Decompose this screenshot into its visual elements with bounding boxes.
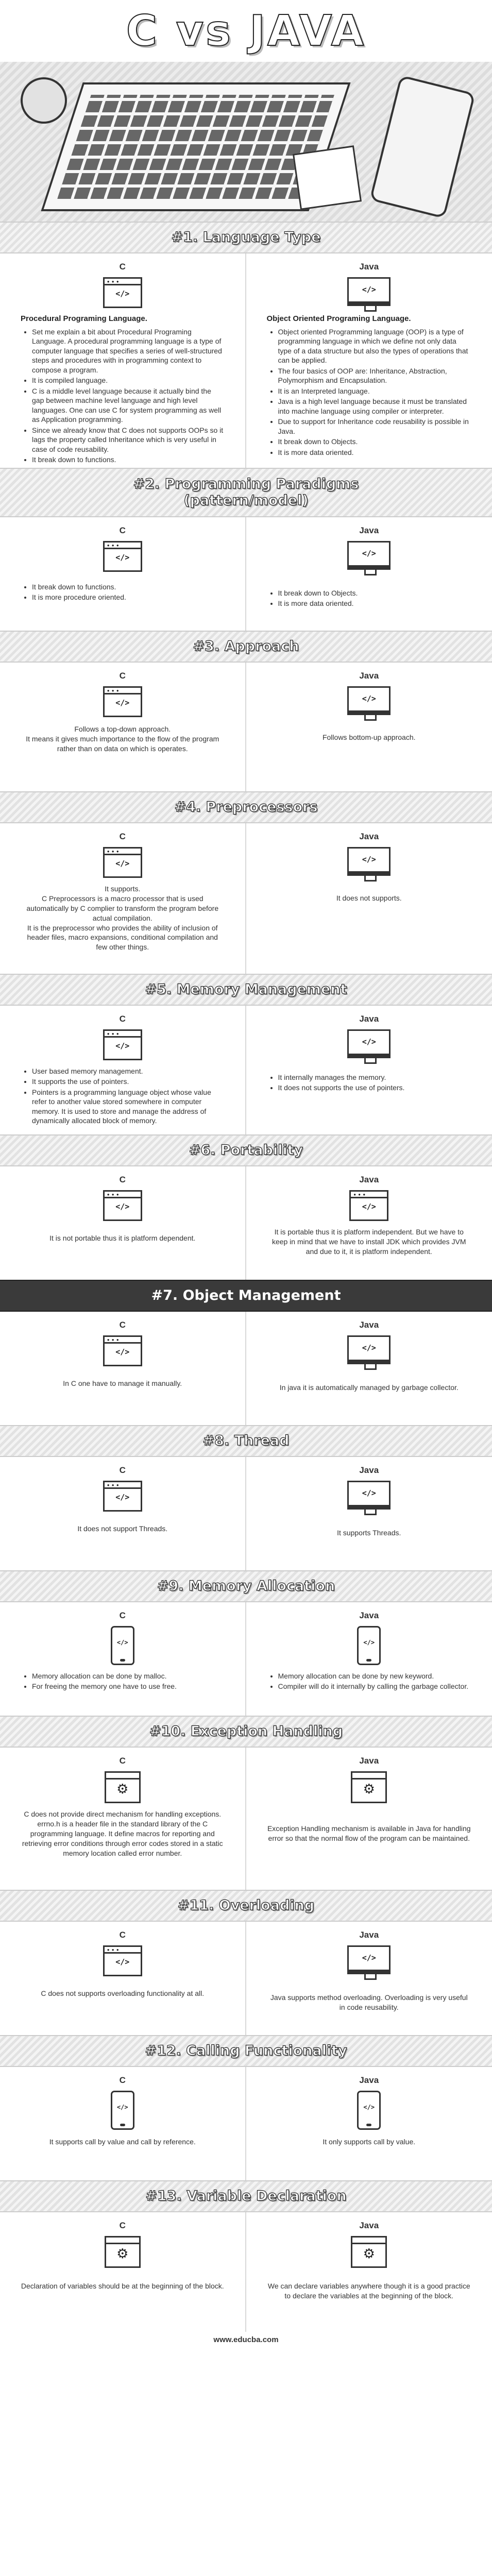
c-points — [21, 327, 225, 475]
list-item: • It break down to Objects. — [278, 588, 472, 598]
section-11 — [0, 1922, 492, 2035]
section-5-header — [0, 974, 492, 1006]
code-window-icon: ● ● ● </> — [349, 1190, 388, 1221]
list-item: • It supports the use of pointers. — [32, 1077, 225, 1086]
section-1-c — [0, 253, 246, 468]
mobile-icon: </> — [357, 1626, 381, 1665]
section-13-header — [0, 2180, 492, 2212]
section-4-java — [246, 823, 492, 974]
java-label: Java — [359, 1175, 379, 1184]
mobile-icon: </> — [111, 1626, 134, 1665]
section-5 — [0, 1006, 492, 1134]
java-points — [267, 588, 472, 608]
java-label: Java — [359, 262, 379, 272]
mobile-icon: </> — [111, 2091, 134, 2130]
section-9 — [0, 1602, 492, 1716]
section-13-java — [246, 2212, 492, 2332]
java-points — [267, 327, 472, 457]
list-item: • For freeing the memory one have to use free. — [32, 1682, 225, 1691]
section-8 — [0, 1457, 492, 1570]
section-11-c — [0, 1922, 246, 2035]
c-text: It does not support Threads. — [77, 1524, 168, 1533]
section-10-title: #10. Exception Handling — [149, 1723, 343, 1739]
list-item: • It break down to functions. — [32, 455, 225, 464]
c-label: C — [119, 832, 126, 841]
monitor-icon: </> — [347, 1335, 391, 1364]
section-1-java — [246, 253, 492, 468]
section-5-c — [0, 1006, 246, 1134]
monitor-icon: </> — [347, 1029, 391, 1058]
java-label: Java — [359, 671, 379, 681]
c-points — [21, 1066, 225, 1126]
section-2-header — [0, 468, 492, 517]
list-item: • It break down to functions. — [32, 582, 225, 591]
c-label: C — [119, 671, 126, 681]
gear-window-icon: ⚙ — [105, 1771, 141, 1803]
section-6-title: #6. Portability — [189, 1142, 303, 1158]
section-10-c — [0, 1748, 246, 1890]
c-points — [21, 1671, 225, 1691]
java-points — [267, 1073, 472, 1093]
java-label: Java — [359, 526, 379, 535]
section-2 — [0, 517, 492, 631]
java-text: It does not supports. — [336, 894, 402, 902]
c-label: C — [119, 1320, 126, 1330]
list-item: • It is compiled language. — [32, 376, 225, 385]
java-text: Java supports method overloading. Overloading is very useful in code reusability. — [270, 1993, 468, 2011]
java-text: It is portable thus it is platform independent. But we have to keep in mind that we have to install JDK which provides JVM and due to it, it is platform independent. — [272, 1228, 466, 1256]
section-11-java — [246, 1922, 492, 2035]
list-item: • Compiler will do it internally by calling the garbage collector. — [278, 1682, 472, 1691]
section-7-c — [0, 1312, 246, 1425]
section-2-java — [246, 517, 492, 631]
java-text: In java it is automatically managed by garbage collector. — [279, 1383, 459, 1392]
c-text: C does not supports overloading functionality at all. — [41, 1989, 205, 1997]
code-window-icon: ● ● ● </> — [103, 686, 142, 717]
section-3-title: #3. Approach — [193, 638, 299, 654]
section-1-title: #1. Language Type — [171, 229, 321, 245]
list-item: • It break down to Objects. — [278, 437, 472, 446]
section-4-title: #4. Preprocessors — [174, 799, 318, 815]
list-item: • Due to support for Inheritance code reusability is possible in Java. — [278, 417, 472, 436]
monitor-icon: </> — [347, 1945, 391, 1974]
c-label: C — [119, 526, 126, 535]
page-title: C vs JAVA — [126, 6, 366, 56]
section-4-c — [0, 823, 246, 974]
java-text: We can declare variables anywhere though it is a good practice to declare the variables at the beginning of the block. — [267, 2282, 470, 2300]
java-subtitle: Object Oriented Programing Language. — [266, 314, 411, 323]
c-label: C — [119, 2075, 126, 2085]
section-12-java — [246, 2067, 492, 2180]
notepad-illustration — [293, 145, 362, 210]
monitor-icon: </> — [347, 847, 391, 876]
code-window-icon: ● ● ● </> — [103, 1029, 142, 1060]
section-9-header — [0, 1570, 492, 1602]
list-item: • User based memory management. — [32, 1066, 225, 1076]
section-6 — [0, 1166, 492, 1280]
section-9-c — [0, 1602, 246, 1716]
c-text: In C one have to manage it manually. — [63, 1379, 182, 1387]
list-item: • It is an Interpreted language. — [278, 386, 472, 396]
c-label: C — [119, 262, 126, 272]
code-window-icon: ● ● ● </> — [103, 541, 142, 572]
section-7-java — [246, 1312, 492, 1425]
footer-url: www.educba.com — [213, 2335, 279, 2344]
java-text: Exception Handling mechanism is available in Java for handling error so that the normal flow of the program can be maintained. — [267, 1824, 471, 1842]
list-item: • Object oriented Programming language (OOP) is a type of programming language in which we define not only data type of a data structure but also the types of operations that can be applied. — [278, 327, 472, 365]
section-3 — [0, 663, 492, 791]
c-text: C does not provide direct mechanism for handling exceptions. errno.h is a header file in the standard library of the C programming language. It define macros for reporting and retrieving error conditions through error codes stored in a static memory location called error number. — [22, 1810, 223, 1857]
section-1 — [0, 253, 492, 468]
section-6-java — [246, 1166, 492, 1280]
list-item: • Pointers is a programming language object whose value refer to another value stored somewhere in computer memory. It is used to store and manage the address of dynamically allocated block of memory. — [32, 1088, 225, 1126]
java-label: Java — [359, 1465, 379, 1475]
section-4 — [0, 823, 492, 974]
section-11-header — [0, 1890, 492, 1922]
section-3-java — [246, 663, 492, 791]
c-label: C — [119, 2221, 126, 2230]
list-item: • It is more data oriented. — [278, 448, 472, 457]
section-10-java — [246, 1748, 492, 1890]
java-label: Java — [359, 2221, 379, 2230]
list-item: • It is more procedure oriented. — [32, 592, 225, 602]
keyboard-illustration — [57, 95, 334, 199]
section-13 — [0, 2212, 492, 2332]
java-text: It supports Threads. — [337, 1529, 401, 1537]
java-label: Java — [359, 2075, 379, 2085]
java-label: Java — [359, 1611, 379, 1620]
code-window-icon: ● ● ● </> — [103, 1481, 142, 1512]
list-item: • It is more data oriented. — [278, 599, 472, 608]
section-4-header — [0, 791, 492, 823]
list-item: • It does not supports the use of pointers. — [278, 1083, 472, 1092]
java-label: Java — [359, 1320, 379, 1330]
c-text: Declaration of variables should be at the beginning of the block. — [21, 2282, 224, 2290]
section-7-title: #7. Object Management — [151, 1287, 341, 1303]
code-window-icon: ● ● ● </> — [103, 1190, 142, 1221]
c-label: C — [119, 1014, 126, 1024]
section-12-c — [0, 2067, 246, 2180]
section-8-c — [0, 1457, 246, 1570]
monitor-icon: </> — [347, 1481, 391, 1510]
code-window-icon: ● ● ● </> — [103, 1335, 142, 1366]
java-label: Java — [359, 1930, 379, 1940]
section-10 — [0, 1748, 492, 1890]
gear-window-icon: ⚙ — [351, 2236, 387, 2268]
coffee-cup-illustration — [21, 77, 67, 124]
java-points — [267, 1671, 472, 1691]
section-6-c — [0, 1166, 246, 1280]
list-item: • It internally manages the memory. — [278, 1073, 472, 1082]
section-12 — [0, 2067, 492, 2180]
c-label: C — [119, 1611, 126, 1620]
mobile-icon: </> — [357, 2091, 381, 2130]
c-points — [21, 582, 225, 602]
section-5-title: #5. Memory Management — [145, 981, 347, 997]
section-8-header — [0, 1425, 492, 1457]
list-item: • Memory allocation can be done by malloc. — [32, 1671, 225, 1681]
c-label: C — [119, 1175, 126, 1184]
c-label: C — [119, 1756, 126, 1766]
hero-illustration — [0, 62, 492, 222]
section-12-header — [0, 2035, 492, 2067]
section-9-title: #9. Memory Allocation — [157, 1578, 335, 1594]
section-2-c — [0, 517, 246, 631]
list-item: • Java is a high level language because it must be translated into machine language using compiler or interpreter. — [278, 397, 472, 416]
list-item: • The four basics of OOP are: Inheritance, Abstraction, Polymorphism and Encapsulation. — [278, 366, 472, 385]
section-3-header — [0, 631, 492, 663]
c-text: It supports. C Preprocessors is a macro processor that is used automatically by C complier to transform the program before actual compilation. It is the preprocessor who provides the ability of inclusion of header files, macro expansions, conditional compilation and few other things. — [26, 885, 219, 952]
code-window-icon: ● ● ● </> — [103, 847, 142, 878]
section-13-c — [0, 2212, 246, 2332]
section-10-header — [0, 1716, 492, 1748]
java-text: Follows bottom-up approach. — [322, 733, 416, 741]
section-2-title: #2. Programming Paradigms (pattern/model) — [133, 476, 359, 509]
title-area — [0, 0, 492, 62]
gear-window-icon: ⚙ — [351, 1771, 387, 1803]
section-13-title: #13. Variable Declaration — [145, 2188, 347, 2204]
java-label: Java — [359, 832, 379, 841]
list-item: • Memory allocation can be done by new keyword. — [278, 1671, 472, 1681]
java-label: Java — [359, 1756, 379, 1766]
c-label: C — [119, 1465, 126, 1475]
section-8-java — [246, 1457, 492, 1570]
section-1-header — [0, 222, 492, 253]
section-3-c — [0, 663, 246, 791]
list-item: • Since we already know that C does not supports OOPs so it lags the property called Inheritance which is very useful in case of code reusability. — [32, 426, 225, 454]
code-window-icon: ● ● ● </> — [103, 1945, 142, 1976]
c-label: C — [119, 1930, 126, 1940]
section-8-title: #8. Thread — [202, 1432, 290, 1449]
section-9-java — [246, 1602, 492, 1716]
c-text: It supports call by value and call by reference. — [49, 2138, 196, 2146]
java-text: It only supports call by value. — [323, 2138, 416, 2146]
phone-illustration — [369, 75, 476, 219]
code-window-icon: ● ● ● </> — [103, 277, 142, 308]
monitor-icon: </> — [347, 277, 391, 306]
section-6-header — [0, 1134, 492, 1166]
c-subtitle: Procedural Programing Language. — [21, 314, 147, 323]
list-item: • C is a middle level language because it actually bind the gap between machine level language and high level languages. One can use C for system programming as well as Application programming. — [32, 386, 225, 425]
section-7-header — [0, 1280, 492, 1312]
c-text: Follows a top-down approach. It means it gives much importance to the flow of the program rather than on data on which is operates. — [26, 725, 219, 753]
section-12-title: #12. Calling Functionality — [145, 2042, 347, 2059]
gear-window-icon: ⚙ — [105, 2236, 141, 2268]
monitor-icon: </> — [347, 541, 391, 570]
section-11-title: #11. Overloading — [177, 1897, 315, 1913]
section-5-java — [246, 1006, 492, 1134]
java-label: Java — [359, 1014, 379, 1024]
list-item: • Set me explain a bit about Procedural Programing Language. A procedural programming language is a type of computer language that specifies a series of well-structured steps and procedures with in programming context to compose a program. — [32, 327, 225, 375]
section-7 — [0, 1312, 492, 1425]
monitor-icon: </> — [347, 686, 391, 715]
c-text: It is not portable thus it is platform dependent. — [49, 1234, 196, 1242]
